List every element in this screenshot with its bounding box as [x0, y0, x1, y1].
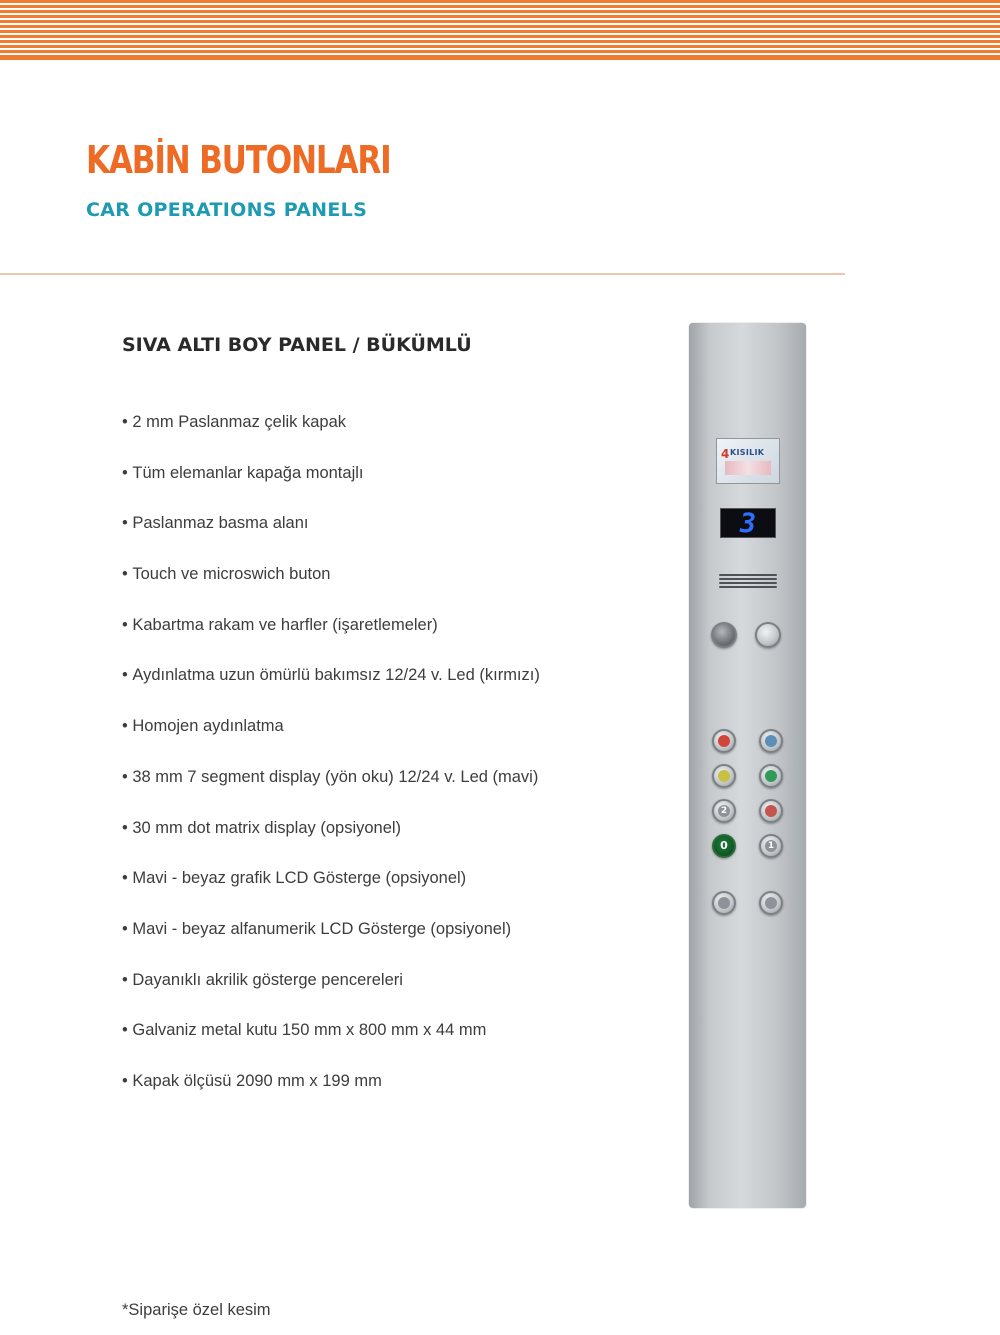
elevator-panel-image	[689, 323, 806, 1208]
page-title: KABİN BUTONLARI	[86, 138, 391, 182]
segment-display: 3	[720, 508, 776, 538]
feature-item: • Homojen aydınlatma	[122, 713, 540, 764]
lcd-display	[716, 438, 780, 484]
keyswitch-icon	[711, 622, 737, 648]
header-stripes	[0, 0, 1000, 60]
floor-button-2: 2	[712, 799, 736, 823]
lcd-capacity-number: 4	[721, 447, 730, 461]
feature-item: • Tüm elemanlar kapağa montajlı	[122, 460, 540, 511]
feature-item: • Galvaniz metal kutu 150 mm x 800 mm x 44 mm	[122, 1017, 540, 1068]
feature-item: • Mavi - beyaz grafik LCD Gösterge (opsiyonel)	[122, 865, 540, 916]
phone-button-icon	[759, 764, 783, 788]
feature-item: • Dayanıklı akrilik gösterge pencereleri	[122, 967, 540, 1018]
feature-item: • Paslanmaz basma alanı	[122, 510, 540, 561]
page-subtitle: CAR OPERATIONS PANELS	[86, 199, 368, 221]
footnote: *Siparişe özel kesim	[122, 1301, 271, 1319]
feature-item: • Aydınlatma uzun ömürlü bakımsız 12/24 v. Led (kırmızı)	[122, 662, 540, 713]
feature-item: • 38 mm 7 segment display (yön oku) 12/24 v. Led (mavi)	[122, 764, 540, 815]
door-open-button-icon	[712, 891, 736, 915]
lcd-capacity-label: KISILIK	[730, 448, 765, 457]
section-divider	[0, 273, 845, 275]
feature-item: • Mavi - beyaz alfanumerik LCD Gösterge (opsiyonel)	[122, 916, 540, 967]
speaker-grille-icon	[719, 574, 777, 588]
feature-list	[122, 409, 540, 1119]
feature-item: • Kapak ölçüsü 2090 mm x 199 mm	[122, 1068, 540, 1119]
alarm-button-icon	[712, 764, 736, 788]
lcd-graphic	[725, 461, 771, 475]
stop-button-icon	[712, 729, 736, 753]
feature-item: • 2 mm Paslanmaz çelik kapak	[122, 409, 540, 460]
header-stripe-base	[0, 56, 1000, 60]
feature-item: • 30 mm dot matrix display (opsiyonel)	[122, 815, 540, 866]
keyswitch-icon	[755, 622, 781, 648]
feature-item: • Kabartma rakam ve harfler (işaretlemeler)	[122, 612, 540, 663]
cancel-button-icon	[759, 799, 783, 823]
floor-button-0: 0	[712, 834, 736, 858]
door-button-icon	[759, 729, 783, 753]
feature-item: • Touch ve microswich buton	[122, 561, 540, 612]
floor-button-1: 1	[759, 834, 783, 858]
section-heading: SIVA ALTI BOY PANEL / BÜKÜMLÜ	[122, 334, 472, 356]
door-close-button-icon	[759, 891, 783, 915]
